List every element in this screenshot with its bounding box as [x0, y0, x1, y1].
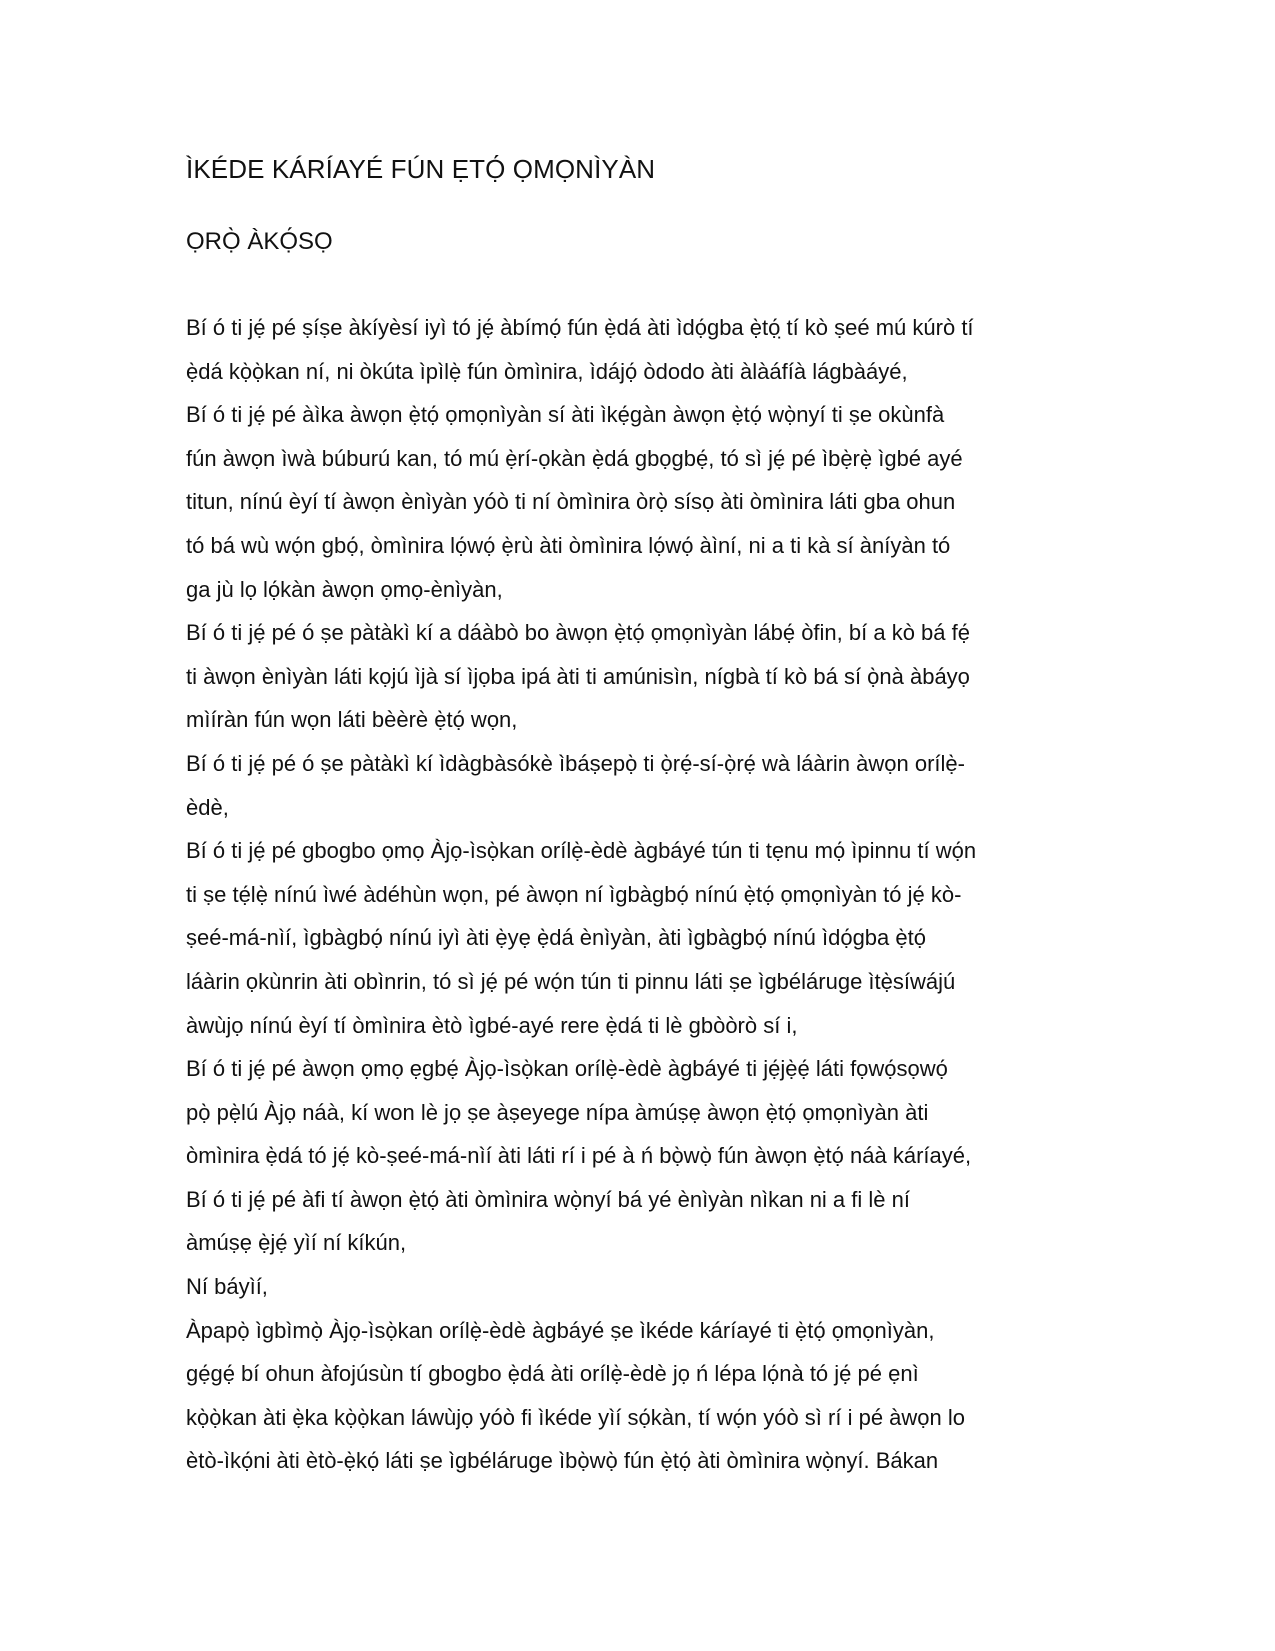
body-line: àwùjọ nínú èyí tí òmìnira ètò ìgbé-ayé rere ẹ̀dá ti lè gbòòrò sí i,	[186, 1012, 798, 1038]
body-line: Bí ó ti jẹ́ pé gbogbo ọmọ Àjọ-ìsọ̀kan orílẹ̀-èdè àgbáyé tún ti tẹnu mọ́ ìpinnu tí wọ́n	[186, 838, 977, 864]
body-line: ṣeé-má-nìí, ìgbàgbọ́ nínú iyì àti ẹ̀yẹ ẹ̀dá ènìyàn, àti ìgbàgbọ́ nínú ìdọ́gba ẹ̀tọ́	[186, 925, 926, 951]
body-line: Bí ó ti jẹ́ pé ó ṣe pàtàkì kí ìdàgbàsókè ìbáṣepọ̀ ti ọ̀rẹ́-sí-ọ̀rẹ́ wà láàrin àwọn orílẹ̀-	[186, 750, 965, 776]
body-line: láàrin ọkùnrin àti obìnrin, tó sì jẹ́ pé wọ́n tún ti pinnu láti ṣe ìgbéláruge ìtẹ̀síwájú	[186, 968, 956, 994]
body-line: Bí ó ti jẹ́ pé ṣíṣe àkíyèsí iyì tó jẹ́ àbímọ́ fún ẹ̀dá àti ìdọ́gba ẹ̀tọ́ ̣tí kò ṣeé mú kúrò tí	[186, 315, 974, 340]
body-line: ètò-ìkọ́ni àti ètò-ẹ̀kọ́ láti ṣe ìgbéláruge ìbọ̀wọ̀ fún ẹ̀tọ́ àti òmìnira wọ̀nyí. Bákan	[186, 1448, 939, 1474]
body-line: mìíràn fún wọn láti bèèrè ẹ̀tọ́ wọn,	[186, 707, 518, 733]
body-line: Bí ó ti jẹ́ pé àìka àwọn ẹ̀tọ́ ọmọnìyàn sí àti ìkẹ́gàn àwọn ẹ̀tọ́ wọ̀nyí ti ṣe okùnfà	[186, 402, 945, 428]
body-line: kọ̀ọ̀kan àti ẹ̀ka kọ̀ọ̀kan láwùjọ yóò fi ìkéde yìí sọ́kàn, tí wọ́n yóò sì rí i pé àwọn lo	[186, 1404, 965, 1430]
body-line: ti àwọn ènìyàn láti kọjú ìjà sí ìjọba ipá àti ti amúnisìn, nígbà tí kò bá sí ọ̀nà àbáyọ	[186, 663, 970, 689]
body-line: ẹ̀dá kọ̀ọ̀kan ní, ni òkúta ìpìlẹ̀ fún òmìnira, ìdájọ́ òdodo àti àlàáfíà lágbàáyé,	[186, 358, 908, 384]
body-line: gẹ́gẹ́ bí ohun àfojúsùn tí gbogbo ẹ̀dá àti orílẹ̀-èdè jọ ń lépa lọ́nà tó jẹ́ pé ẹnì	[186, 1361, 919, 1387]
body-line: Ní báyìí,	[186, 1274, 268, 1300]
body-line: Àpapọ̀ ìgbìmọ̀ Àjọ-ìsọ̀kan orílẹ̀-èdè àgbáyé ṣe ìkéde káríayé ti ẹ̀tọ́ ọmọnìyàn,	[186, 1317, 935, 1343]
body-line: Bí ó ti jẹ́ pé àfi tí àwọn ẹ̀tọ́ àti òmìnira wọ̀nyí bá yé ènìyàn nìkan ni a fi lè ní	[186, 1186, 910, 1212]
body-line: ga jù lọ lọ́kàn àwọn ọmọ-ènìyàn,	[186, 576, 503, 602]
body-line: Bí ó ti jẹ́ pé ó ṣe pàtàkì kí a dáàbò bo àwọn ẹ̀tọ́ ọmọnìyàn lábẹ́ òfin, bí a kò bá fẹ́	[186, 620, 970, 646]
body-line: èdè,	[186, 794, 229, 820]
body-line: fún àwọn ìwà búburú kan, tó mú ẹ̀rí-ọkàn ẹ̀dá gbọgbẹ́, tó sì jẹ́ pé ìbẹ̀rẹ̀ ìgbé ayé	[186, 445, 963, 471]
document-title: ÌKÉDE KÁRÍAYÉ FÚN ẸTỌ́ ỌMỌNÌYÀN	[186, 154, 656, 184]
document-body	[186, 306, 1086, 1483]
body-line: Bí ó ti jẹ́ pé àwọn ọmọ ẹgbẹ́ Àjọ-ìsọ̀kan orílẹ̀-èdè àgbáyé ti jẹ́jẹ̀ẹ́ láti fọwọ́sọwọ́	[186, 1056, 948, 1082]
document-content	[186, 152, 1086, 1483]
body-line: tó bá wù wọ́n gbọ́, òmìnira lọ́wọ́ ẹ̀rù àti òmìnira lọ́wọ́ àìní, ni a ti kà sí àníyàn tó	[186, 532, 951, 558]
body-line: titun, nínú èyí tí àwọn ènìyàn yóò ti ní òmìnira òrọ̀ sísọ àti òmìnira láti gba ohun	[186, 489, 956, 515]
section-heading: ỌRỌ̀ ÀKỌ́SỌ	[186, 228, 333, 255]
body-line: àmúṣẹ ẹ̀jẹ́ yìí ní kíkún,	[186, 1230, 407, 1256]
body-line: òmìnira ẹ̀dá tó jẹ́ kò-ṣeé-má-nìí àti láti rí i pé à ń bọ̀wọ̀ fún àwọn ẹ̀tọ́ náà káríayé,	[186, 1143, 972, 1169]
body-line: pọ̀ pẹ̀lú Àjọ náà, kí won lè jọ ṣe àṣeyege nípa àmúṣẹ àwọn ẹ̀tọ́ ọmọnìyàn àti	[186, 1099, 929, 1125]
body-line: ti ṣe tẹ́lẹ̀ nínú ìwé àdéhùn wọn, pé àwọn ní ìgbàgbọ́ nínú ẹ̀tọ́ ọmọnìyàn tó jẹ́ kò-	[186, 881, 962, 907]
